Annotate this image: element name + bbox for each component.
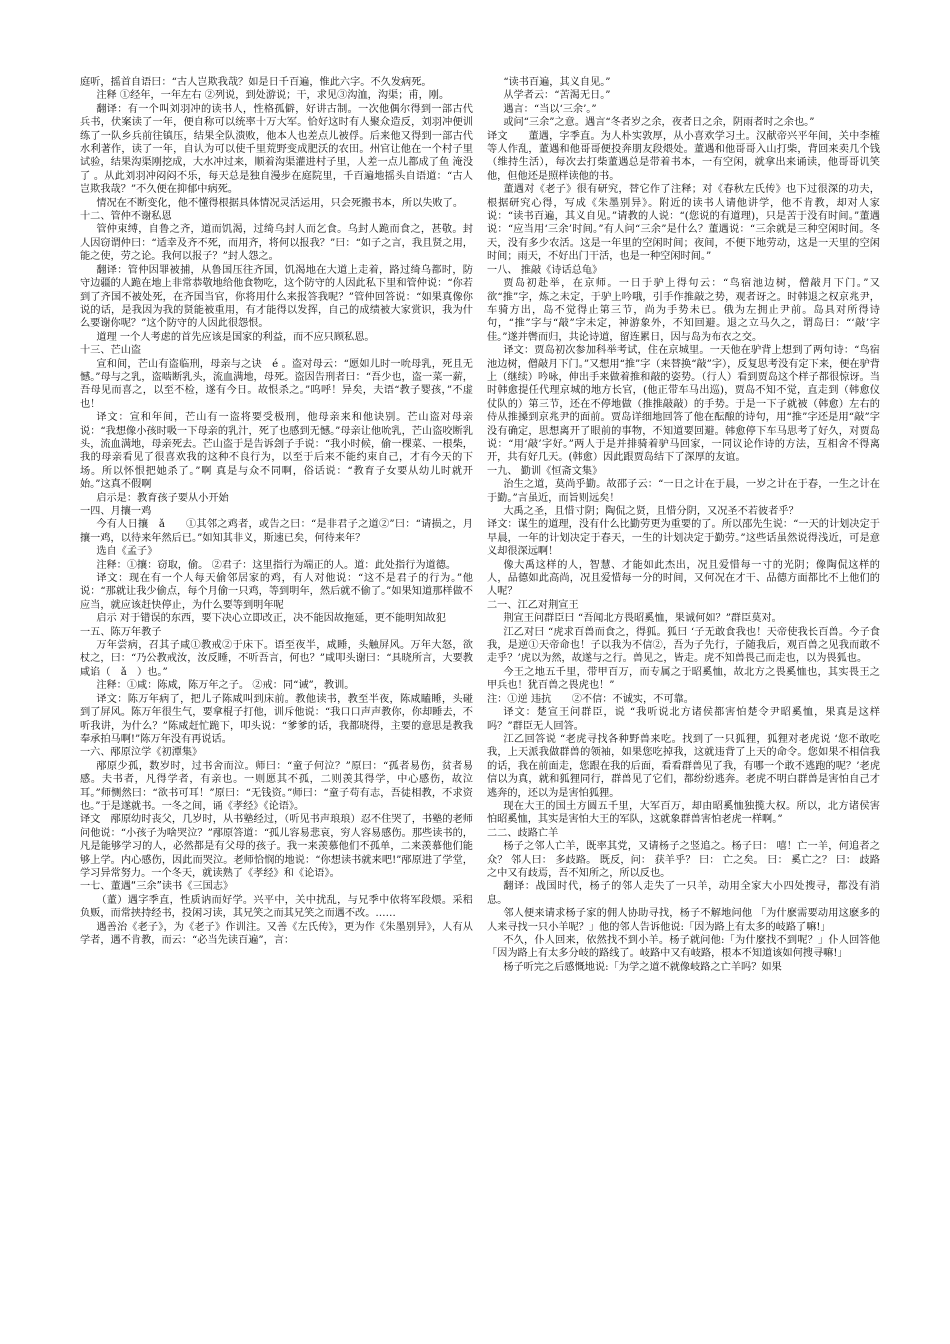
paragraph: 大禹之圣，且惜寸阴；陶侃之贤，且惜分阴，又况圣不若彼者乎？ [503, 506, 799, 517]
paragraph: 道理 一个人考虑的首先应该是国家的利益，而不应只顾私恩。 [96, 331, 375, 343]
paragraph: 宣和间，芒山有盗临刑，母亲与之诀 é 。盗对母云：“愿如儿时一吮母乳，死且无憾。”母与之乳，盗啮断乳头，流血满地，母死。盗因告刑者曰：“吾少也，盗一菜一薪，吾母见而喜之，以至不检，遂有今日。故恨杀之。”呜呼！异矣，夫语“教子婴孩，”不虚也！ [80, 358, 473, 410]
paragraph: 现在大王的国土方圆五千里，大军百万，却由昭奚恤独揽大权。所以，北方诸侯害怕昭奚恤，其实是害怕大王的军队，这就象群兽害怕老虎一样啊。” [487, 800, 880, 826]
paragraph: 启示 对于错误的东西，要下决心立即改正，决不能因故拖延，更不能明知故犯 [96, 613, 446, 625]
section-heading: 十二、管仲不谢私恩 [80, 211, 172, 223]
paragraph: （董）遇字季直，性质讷而好学。兴平中，关中扰乱，与兄季中依将军段煨。采稆负贩，而常挟持经书，投闲习读，其兄笑之而其兄笑之而遇不改。…… [80, 894, 473, 920]
document-page [80, 76, 880, 1296]
paragraph: 注释：①咸：陈咸，陈万年之子。 ②戒：同“诫”，教训。 [96, 680, 355, 692]
paragraph: 翻译：战国时代，杨子的邻人走失了一只羊，动用全家大小四处搜寻，都没有消息。 [487, 881, 880, 906]
paragraph: 译文 邴原幼时丧父，几岁时，从书塾经过，（听见书声琅琅）忍不住哭了，书塾的老师问他说：“小孩子为啥哭泣？”邴原答道：“孤儿容易悲哀，穷人容易感伤。那些读书的，凡是能够学习的人，必然都是有父母的孩子。我一来羡慕他们不孤单，二来羡慕他们能够上学。内心感伤，因此而哭泣。老师恰悯的地说：“你想读书就来吧!”邴原进了学堂，学习异常努力。一个冬天，就读熟了《孝经》和《论语》。 [80, 814, 473, 879]
paragraph: 启示是：教育孩子要从小开始 [96, 492, 229, 504]
paragraph: 注：①逆 违抗 ②不信：不诚实，不可靠。 [487, 693, 694, 705]
paragraph: 注释 ①经年，一年左右 ②列说，到处游说；干，求见③沟洫，沟渠；甫，刚。 [96, 90, 450, 102]
paragraph: “读书百遍，其义自见。” [503, 77, 611, 88]
paragraph: 译文 董遇，字季直。为人朴实敦厚，从小喜欢学习土。汉献帝兴平年间，关中李榷等人作乱，董遇和他哥哥便投奔朋友段煨处。董遇和他哥哥入山打柴，背回来卖几个钱（维持生活），每次去打柴董遇总是带着书本，一有空闲，就拿出来诵读，他哥哥讥笑他，但他还是照样读他的书。 [487, 130, 880, 182]
paragraph: 或问“三余”之意。遇言“冬者岁之余，夜者日之余，阴雨者时之余也。” [503, 117, 815, 129]
section-heading: 一七、董遇“三余”读书《三国志》 [80, 881, 234, 893]
paragraph: 庭听，摇首自语曰：“古人岂欺我哉？如是日千百遍，惟此六字。不久发病死。 [80, 77, 432, 88]
paragraph: 不久，仆人回来，依然找不到小羊。杨子就问他:「为什麼找不到呢？」仆人回答他 「因为路上有太多分岐的路线了。岐路中又有岐路，根本不知道该如何搜寻嘛!」 [487, 935, 880, 960]
paragraph: 从学者云：“苦渴无日。” [503, 90, 611, 102]
paragraph: 董遇对《老子》很有研究，替它作了注释；对《春秋左氏传》也下过很深的功夫，根据研究心得，写成《朱墨别异》。附近的读书人请他讲学，他不肯教，却对人家说：“读书百遍，其义自见。”请教的人说：“(您说的有道理)，只是苦于没有时间。”董遇说：“应当用‘三余’时间。”有人问“三余”是什么？董遇说：“三余就是三种空闲时间。冬天，没有多少农活。这是一年里的空闲时间；夜间，不便下地劳动，这是一天里的空闲时间；雨天，不好出门干活，也是一种空闲时间。” [487, 184, 880, 263]
paragraph: 治生之道，莫尚乎勤。故邵子云：“一日之计在于晨，一岁之计在于春，一生之计在于勤。”言虽近，而旨则远矣！ [487, 479, 880, 504]
paragraph: 万年尝病，召其子咸①教戒②于床下。语至夜半，咸睡，头触屏风。万年大怒，欲杖之，曰：“乃公教戒汝，汝反睡，不听吾言，何也？”咸叩头谢曰：“具晓所言，大要教咸谄（ ǎ ）也。” [80, 640, 473, 678]
paragraph: 管仲束缚，自鲁之齐，道而饥渴，过绮乌封人而乞食。乌封人跪而食之，甚敬。封人因窃谓仲曰：“适幸及齐不死，而用齐，将何以报我？”曰：“如子之言，我且贤之用，能之使，劳之论。我何以报子？”封人怨之。 [80, 224, 473, 263]
paragraph: 译文：楚宣王问群臣，说 “我听说北方诸侯都害怕楚令尹昭奚恤，果真是这样吗？”群臣无人回答。 [487, 707, 880, 732]
paragraph: 选自《孟子》 [96, 546, 158, 558]
paragraph: 翻译：有一个叫刘羽冲的读书人，性格孤僻，好讲古制。一次他偶尔得到一部古代兵书，伏案读了一年，便自称可以统率十万大军。恰好这时有人聚众造反，刘羽冲便训练了一队乡兵前往镇压，结果全队溃败，他本人也差点儿被俘。后来他又得到一部古代水利著作，读了一年，自认为可以使千里荒野变成肥沃的农田。州官让他在一个村子里试验，结果沟渠刚挖成，大水冲过来，顺着沟渠灌进村子里，人差一点儿都成了鱼 淹没了 。从此刘羽冲闷闷不乐，每天总是独自漫步在庭院里，千百遍地摇头自语道：“古人岂欺我哉？”不久便在抑郁中病死。 [80, 103, 473, 196]
paragraph: 注释：①攘：窃取，偷。 ②君子：这里指行为端正的人。道：此处指行为道德。 [96, 559, 457, 571]
paragraph: 像大禹这样的人，智慧、才能如此杰出，况且爱惜每一寸的光阴；像陶侃这样的人，品德如此高尚，况且爱惜每一分的时间，又何况在才干、品德方面都比不上他们的人呢？ [487, 559, 880, 598]
paragraph: 荆宣王问群臣曰 “吾闻北方畏昭奚恤，果诚何如？”群臣莫对。 [503, 613, 782, 625]
paragraph: 贾岛初赴举，在京师。一日于驴上得句云：“鸟宿池边树，僧敲月下门。”又欲“推”字，炼之未定，于驴上吟哦，引手作推敲之势，观者讶之。时韩退之权京兆尹，车骑方出，岛不觉得止第三节，尚为手势未已。俄为左拥止尹前。岛具对所得诗句，“推”字与“敲”字未定，神游象外，不知回避。退之立马久之，谓岛曰：“‘敲’字佳。”遂并辔而归，共论诗道，留连累日，因与岛为布衣之交。 [487, 278, 880, 343]
paragraph: 今王之地五千里，带甲百万，而专属之于昭奚恤，故北方之畏奚恤也，其实畏王之甲兵也！犹百兽之畏虎也！” [487, 666, 880, 692]
right-text-column [487, 76, 880, 1296]
paragraph: 译文：陈万年病了，把儿子陈咸叫到床前。教他读书，教至半夜，陈咸瞌睡，头碰到了屏风。陈万年很生气，要拿棍子打他，训斥他说：“我口口声声教你，你却睡去，不听我讲，为什么？”陈咸赶忙跪下，叩头说：“爹爹的话，我都晓得，主要的意思是教我奉承拍马啊!”陈万年没有再说话。 [80, 693, 473, 745]
paragraph: 江乙回答说 “老虎寻找各种野兽来吃。找到了一只狐狸，狐狸对老虎说 ‘您不敢吃我，上天派我做群兽的领袖，如果您吃掉我，这就违背了上天的命令。您如果不相信我的话，我在前面走，您跟在我的后面，看看群兽见了我，有哪一个敢不逃跑的呢？’老虎信以为真，就和狐狸同行，群兽见了它们，都纷纷逃奔。老虎不明白群兽是害怕自己才逃奔的，还以为是害怕狐狸。 [487, 733, 880, 799]
paragraph: 译文：现在有一个人每天偷邻居家的鸡，有人对他说：“这不是君子的行为。”他说：“那就让我少偷点，每个月偷一只鸡，等到明年，然后就不偷了。”如果知道那样做不应当，就应该赶快停止，为什么要等到明年呢 [80, 573, 473, 611]
paragraph: 译文：贾岛初次参加科举考试，住在京城里。一天他在驴背上想到了两句诗：“鸟宿池边树，僧敲月下门。”又想用“推”字（来替换“敲”字），反复思考没有定下来，便在驴背上（继续）吟咏，伸出手来做着推和敲的姿势。（行人）看到贾岛这个样子都很惊讶。当时韩愈提任代理京城的地方长官，(他正带车马出巡)，贾岛不知不觉，直走到（韩愈仪仗队的）第三节，还在不停地做（推推敲敲）的手势。于是一下子就被（韩愈）左右的侍从推搡到京兆尹的面前。贾岛详细地回答了他在酝酿的诗句，用“推”字还是用“敲”字没有确定，思想离开了眼前的事物，不知道要回避。韩愈停下车马思考了好久，对贾岛说：“用‘敲’字好。”两人于是并排骑着驴马回家，一同议论作诗的方法，互相舍不得离开，共有好几天。(韩愈）因此跟贾岛结下了深厚的友谊。 [487, 345, 880, 464]
section-heading: 一八、 推敲《诗话总龟》 [487, 264, 603, 276]
section-heading: 一六、邴原泣学《初潭集》 [80, 747, 203, 759]
section-heading: 十三、芒山盗 [80, 345, 142, 357]
section-heading: 二一、江乙对荆宣王 [487, 599, 579, 611]
paragraph: 译文：谋生的道理，没有什么比勤劳更为重要的了。所以邵先生说：“一天的计划决定于早晨，一年的计划决定于春天，一生的计划决定于勤劳。”这些话虽然说得浅近，可是意义却很深远啊！ [487, 519, 880, 558]
paragraph: 邻人便来请求杨子家的佣人协助寻找，杨子不解地问他 「为什麽需要动用这麽多的人来寻找一只小羊呢？」他的邻人告诉他说:「因为路上有太多的岐路了嘛!」 [487, 908, 880, 933]
paragraph: 情况在不断变化，他不懂得根据具体情况灵活运用，只会死搬书本，所以失败了。 [96, 197, 464, 209]
section-heading: 一四、月攘一鸡 [80, 506, 152, 517]
section-heading: 二二、歧路亡羊 [487, 827, 559, 839]
section-heading: 一五、陈万年教子 [80, 626, 162, 638]
paragraph: 邴原少孤，数岁时，过书舍而泣。师曰：“童子何泣？”原曰：“孤者易伤，贫者易感。夫书者，凡得学者，有亲也。一则愿其不孤，二则羡其得学，中心感伤，故泣耳。”师恻然曰：“欲书可耳！”原曰：“无钱资。”师曰：“童子苟有志，吾徒相教，不求资也。”于是遂就书。一冬之间，诵《孝经》《论语》。 [80, 760, 473, 812]
paragraph: 译文：宣和年间，芒山有一盗将要受极刑，他母亲来和他诀别。芒山盗对母亲说：“我想像小孩时吸一下母亲的乳汁，死了也感到无憾。”母亲让他吮乳，芒山盗咬断乳头，流血满地，母亲死去。芒山盗于是告诉刽子手说：“我小时候，偷一棵菜、一根柴，我的母亲看见了很喜欢我的这种不良行为，以至于后来不能约束自己，才有今天的下场。所以怀恨把她杀了。”啊 真是与众不同啊，俗话说：“教育子女要从幼儿时就开始。”这真不假啊 [80, 412, 473, 491]
paragraph: 遇善治《老子》，为《老子》作训注。又善《左氏传》，更为作《朱墨别异》，人有从学者，遇不肯教，而云：“必当先读百遍”，言： [80, 921, 473, 946]
paragraph: 杨子之邻人亡羊，既率其党，又请杨子之竖追之。杨子曰： 嘻！亡一羊，何追者之众？ 邻人曰： 多歧路。 既反，问： 获羊乎？ 曰： 亡之矣。 曰： 奚亡之？ 曰： 歧路之中又有歧焉，吾不知所之，所以反也。 [487, 841, 880, 879]
paragraph: 翻译：管仲因罪被捕，从鲁国压往齐国，饥渴地在大道上走着，路过绮乌都时，防守边疆的人跪在地上非常恭敬地给他食物吃，这个防守的人因此私下里和管仲说：“你若到了齐国不被处死，在齐国当官，你将用什么来报答我呢？”管仲回答说：“如果真像你说的话，是我因为我的贤能被重用，有才能得以发挥，自己的成绩被大家赏识，我为什么要谢你呢？”这个防守的人因此很怨恨。 [80, 264, 473, 330]
paragraph: 杨子听完之后感慨地说:「为学之道不就像岐路之亡羊吗？如果 [503, 961, 782, 973]
paragraph: 遇言：“当以‘三余’。” [503, 103, 597, 115]
left-text-column [80, 76, 473, 1296]
paragraph: 今有人日攘 ǎ ①其邻之鸡者，或告之曰：“是非君子之道②”曰：“请损之，月攘一鸡，以待来年然后已。”如知其非义，斯速已矣，何待来年？ [80, 519, 473, 544]
paragraph: 江乙对曰 “虎求百兽而食之，得狐。狐曰 ‘子无敢食我也！天帝使我长百兽。今子食我，是逆①天帝命也！子以我为不信②，吾为子先行，子随我后，观百兽之见我而敢不走乎？’虎以为然，故遂与之行。兽见之，皆走。虎不知兽畏己而走也，以为畏狐也。 [487, 626, 880, 665]
section-heading: 一九、 勤训《恒斋文集》 [487, 465, 603, 477]
